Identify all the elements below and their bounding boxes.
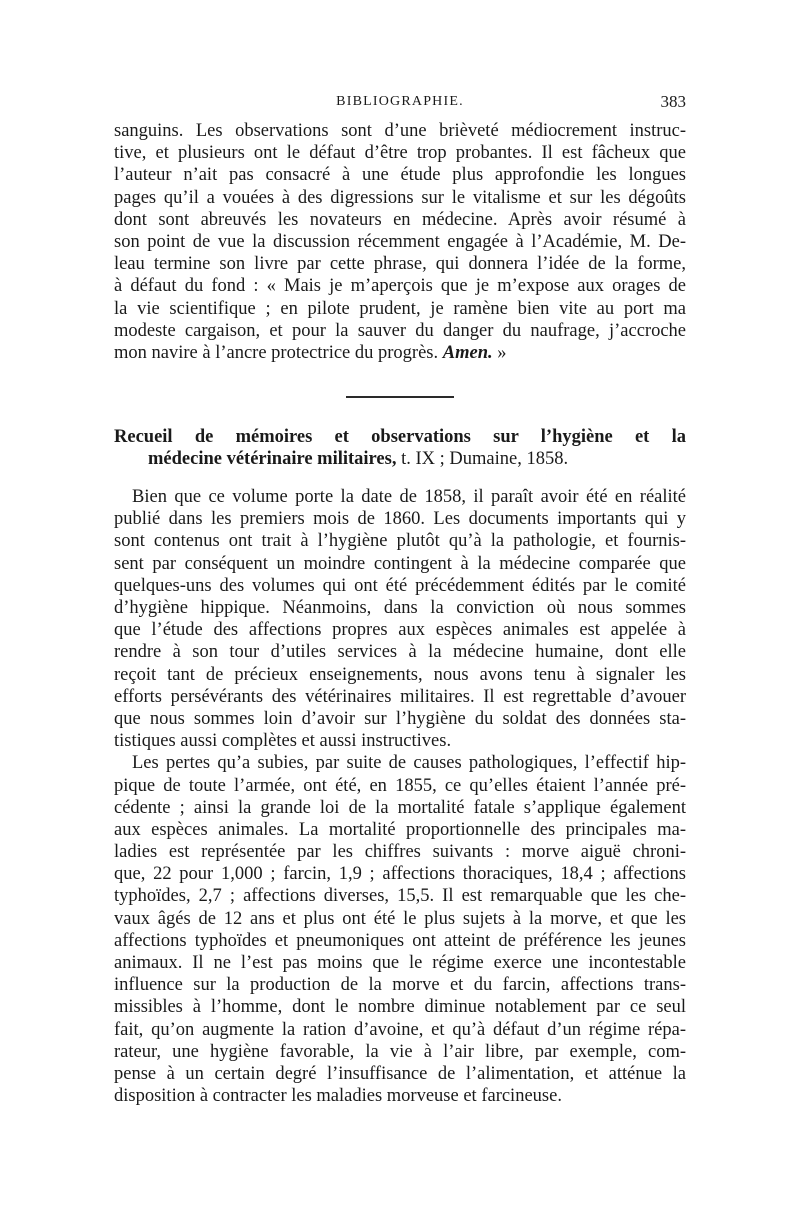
text-line: sanguins. Les observations sont d’une brièveté médiocrement instruc- [114,121,686,141]
text-line: à défaut du fond : « Mais je m’aperçois que je m’expose aux orages de [114,276,686,297]
closing-text: mon navire à l’ancre protectrice du progrès. [114,342,439,363]
text-line: modeste cargaison, et pour la sauver du danger du naufrage, j’accroche [114,320,686,341]
text-line: son point de vue la discussion récemment engagée à l’Académie, M. De- [114,231,686,252]
text-line: cédente ; ainsi la grande loi de la mortalité fatale s’applique également [114,797,686,818]
text-line: pages qu’il a vouées à des digressions sur le vitalisme et sur les dégoûts [114,187,686,208]
review-title-bold: médecine vétérinaire militaires, [148,449,397,470]
text-line: que l’étude des affections propres aux espèces animales est appelée à [114,620,686,641]
page-header [114,92,686,116]
text-line: leau termine son livre par cette phrase, qui donnera l’idée de la forme, [114,254,686,275]
section-divider [346,396,454,398]
text-line: quelques-uns des volumes qui ont été précédemment édités par le comité [114,575,686,596]
text-line: affections typhoïdes et pneumoniques ont atteint de préférence les jeunes [114,930,686,951]
text-line: la vie scientifique ; en pilote prudent, je ramène bien vite au port ma [114,298,686,319]
amen-emphasis: Amen. [442,342,493,363]
text-line: d’hygiène hippique. Néanmoins, dans la conviction où nous sommes [114,598,686,618]
text-line: rendre à son tour d’utiles services à la médecine humaine, dont elle [114,642,686,663]
text-line: tive, et plusieurs ont le défaut d’être trop probantes. Il est fâcheux que [114,143,686,164]
running-title: BIBLIOGRAPHIE. [336,94,464,109]
text-line: publié dans les premiers mois de 1860. Les documents importants qui y [114,509,686,530]
page-number: 383 [660,92,686,111]
review-title-line-1: Recueil de mémoires et observations sur l’hygiène et la [114,427,686,448]
text-line: dont sont abreuvés les novateurs en médecine. Après avoir résumé à [114,209,686,230]
review-title-publication: t. IX ; Dumaine, 1858. [401,449,569,470]
text-line: que, 22 pour 1,000 ; farcin, 1,9 ; affections thoraciques, 18,4 ; affections [114,864,686,885]
text-line: reçoit tant de précieux enseignements, nous avons tenu à signaler les [114,664,686,685]
previous-review-conclusion [114,120,686,364]
closing-guillemet: » [497,342,507,363]
review-title [114,426,686,470]
text-line: typhoïdes, 2,7 ; affections diverses, 15,5. Il est remarquable que les che- [114,886,686,907]
text-line: sont contenus ont trait à l’hygiène plutôt qu’à la pathologie, et fournis- [114,531,686,552]
text-line-last: disposition à contracter les maladies morveuse et farcineuse. [114,1086,562,1107]
text-line: aux espèces animales. La mortalité proportionnelle des principales ma- [114,819,686,840]
review-title-line-2 [114,448,686,470]
text-line: Bien que ce volume porte la date de 1858, il paraît avoir été en réalité [132,487,686,508]
text-line-last: tistiques aussi complètes et aussi instructives. [114,731,452,752]
book-page [114,92,686,1107]
text-line-last [114,342,686,364]
text-line: influence sur la production de la morve et du farcin, affections trans- [114,975,686,996]
text-line: Les pertes qu’a subies, par suite de causes pathologiques, l’effectif hip- [132,753,686,774]
text-line: sent par conséquent un moindre contingent à la médecine comparée que [114,553,686,574]
text-line: rateur, une hygiène favorable, la vie à l’air libre, par exemple, com- [114,1041,686,1062]
text-line: l’auteur n’ait pas consacré à une étude plus approfondie les longues [114,165,686,186]
text-line: pique de toute l’armée, ont été, en 1855, ce qu’elles étaient l’année pré- [114,775,686,796]
text-line: missibles à l’homme, dont le nombre diminue notablement par ce seul [114,997,686,1018]
text-line: fait, qu’on augmente la ration d’avoine, et qu’à défaut d’un régime répa- [114,1019,686,1040]
text-line: ladies est représentée par les chiffres suivants : morve aiguë chroni- [114,842,686,863]
text-line: animaux. Il ne l’est pas moins que le régime exerce une incontestable [114,953,686,973]
text-line: que nous sommes loin d’avoir sur l’hygiène du soldat des données sta- [114,708,686,729]
text-line: vaux âgés de 12 ans et plus ont été le plus sujets à la morve, et que les [114,908,686,929]
text-line: pense à un certain degré l’insuffisance de l’alimentation, et atténue la [114,1063,686,1084]
review-paragraph-1 [114,486,686,752]
text-line: efforts persévérants des vétérinaires militaires. Il est regrettable d’avouer [114,686,686,707]
review-paragraph-2 [114,752,686,1107]
